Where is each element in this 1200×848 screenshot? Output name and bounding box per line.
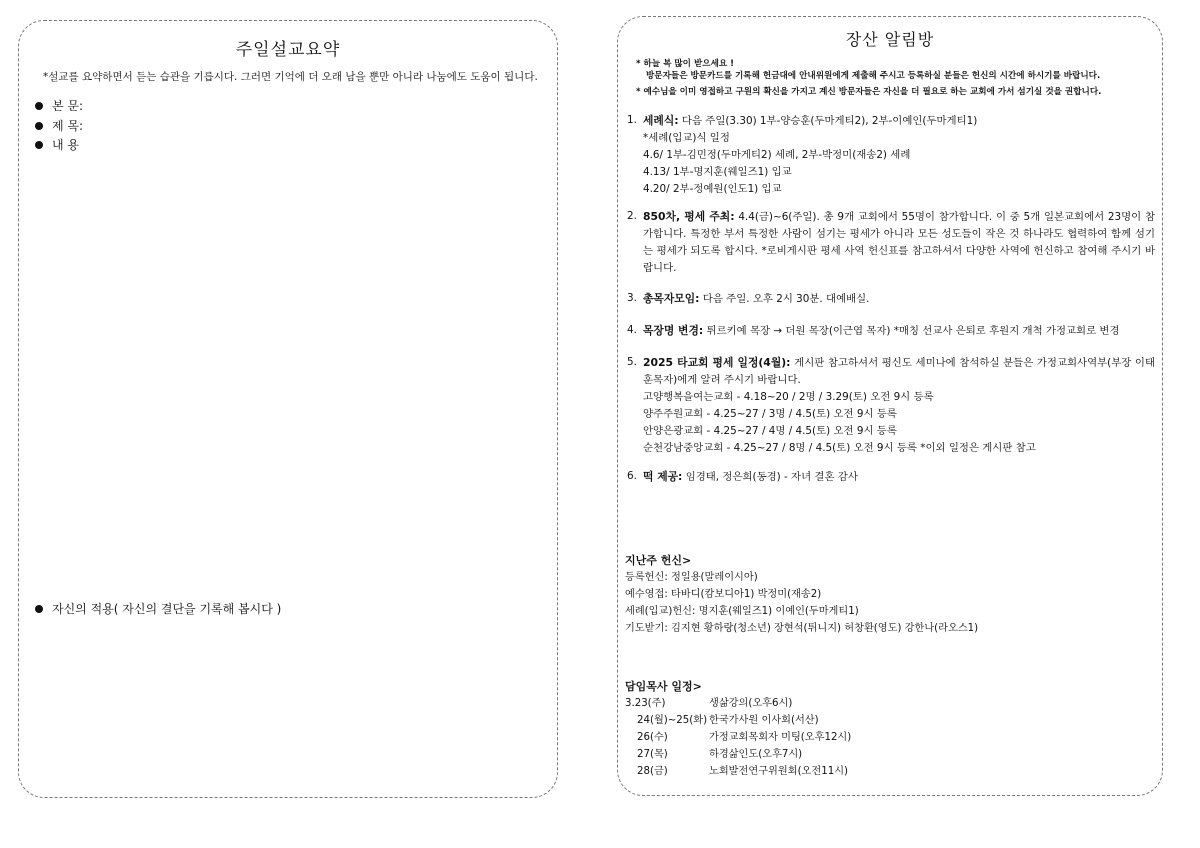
- visitor-notice: * 예수님을 이미 영접하고 구원의 확신을 가지고 계신 방문자들은 자신을 더 필요로 하는 교회에 가서 섬기실 것을 권합니다.: [636, 87, 1102, 97]
- field-scripture: [35, 97, 83, 114]
- schedule-event: 한국가사원 이사회(서산): [709, 715, 819, 726]
- item-text: 게시판 참고하셔서 평신도 세미나에 참석하실 분들은 가정교회사역부(부장 이태훈목자)에게 알려 주시기 바랍니다.: [643, 357, 1156, 386]
- schedule-event: 노회발전연구위원회(오전11시): [709, 766, 849, 777]
- last-week-line: 세례(입교)헌신: 명지훈(웨일즈1) 이예인(두마게티1): [625, 606, 859, 617]
- bullet-icon: [35, 122, 43, 130]
- sermon-summary-title: 주일설교요약: [235, 40, 341, 60]
- item-number: 4.: [627, 324, 637, 336]
- field-title: [35, 117, 83, 134]
- item-text: 임경태, 정은희(동경) - 자녀 결혼 감사: [685, 471, 858, 483]
- item-number: 5.: [627, 356, 637, 368]
- item-label: 세례식:: [643, 114, 679, 127]
- item-number: 2.: [627, 210, 637, 222]
- announcement-item: [627, 468, 1155, 486]
- schedule-row: [625, 729, 851, 746]
- item-text: 튀르키예 목장 → 더원 목장(이근엽 목자) *매칭 선교사 은퇴로 후원지 개척 가정교회로 변경: [706, 325, 1120, 337]
- schedule-date: 27(목): [637, 749, 668, 760]
- bullet-icon: [35, 141, 43, 149]
- item-sub-line: 4.20/ 2부-정예원(인도1) 입교: [643, 183, 782, 195]
- greeting-line: * 하늘 복 많이 받으세요 !: [636, 59, 735, 69]
- item-sub-line: 순천강남중앙교회 - 4.25~27 / 8명 / 4.5(토) 오전 9시 등록 *이외 일정은 게시판 참고: [643, 442, 1036, 454]
- bullet-icon: [35, 102, 43, 110]
- item-number: 3.: [627, 292, 637, 304]
- announcements-panel: [617, 16, 1163, 796]
- schedule-date: 26(수): [637, 732, 668, 743]
- announcement-item: [627, 290, 1155, 308]
- schedule-event: 생삶강의(오후6시): [709, 698, 793, 709]
- item-label: 떡 제공:: [643, 470, 683, 483]
- field-label: 내 용: [52, 138, 79, 152]
- last-week-line: 등록헌신: 정일용(말레이시아): [625, 572, 758, 583]
- item-text: 다음 주일. 오후 2시 30분. 대예배실.: [702, 293, 870, 305]
- last-week-line: 예수영접: 타바디(캄보디아1) 박정미(재송2): [625, 589, 822, 600]
- item-number: 6.: [627, 470, 637, 482]
- field-content: [35, 136, 79, 153]
- item-label: 850차, 평세 주최:: [643, 210, 735, 223]
- last-week-heading: 지난주 헌신>: [625, 554, 692, 567]
- schedule-date: 24(월)~25(화): [637, 715, 708, 726]
- sermon-summary-panel: [18, 20, 558, 798]
- pastor-schedule-heading: 담임목사 일정>: [625, 680, 702, 693]
- item-label: 2025 타교회 평세 일정(4월):: [643, 356, 791, 369]
- schedule-event: 가정교회목회자 미팅(오후12시): [709, 732, 852, 743]
- announcements-title: 장산 알림방: [845, 30, 935, 49]
- schedule-event: 하경삶인도(오후7시): [709, 749, 803, 760]
- announcement-item: [627, 208, 1155, 277]
- field-label: 본 문:: [52, 99, 84, 113]
- schedule-date: 3.23(주): [625, 698, 666, 709]
- schedule-date: 28(금): [637, 766, 668, 777]
- announcement-item: [627, 112, 1155, 198]
- field-application: [35, 600, 281, 617]
- item-text: 4.4(금)~6(주일). 총 9개 교회에서 55명이 참가합니다. 이 중 5개 일본교회에서 23명이 참가합니다. 특정한 부서 특정한 사람이 섬기는 평세가 아니라 모든 성도들이 작은 것 하나라도 협력하여 함께 섬기는 평세가 되도록 합시다. *로비게시판 평세 사역 헌신표를 참고하셔서 다양한 사역에 헌신하고 참여해 주시기 바랍니다.: [643, 211, 1156, 274]
- item-sub-line: 고양행복을여는교회 - 4.18~20 / 2명 / 3.29(토) 오전 9시 등록: [643, 391, 934, 403]
- sermon-summary-note: *설교를 요약하면서 듣는 습관을 기릅시다. 그러면 기억에 더 오래 남을 뿐만 아니라 나눔에도 도움이 됩니다.: [43, 71, 538, 83]
- last-week-section: [625, 552, 978, 637]
- announcement-item: [627, 354, 1155, 457]
- announcement-item: [627, 322, 1155, 340]
- item-sub-line: 안양은광교회 - 4.25~27 / 4명 / 4.5(토) 오전 9시 등록: [643, 425, 897, 437]
- item-sub-line: *세례(입교)식 일정: [643, 132, 730, 144]
- field-label: 제 목:: [52, 119, 84, 133]
- item-label: 총목자모임:: [643, 292, 700, 305]
- item-label: 목장명 변경:: [643, 324, 704, 337]
- item-sub-line: 4.13/ 1부-명지훈(웨일즈1) 입교: [643, 166, 792, 178]
- schedule-row: [625, 712, 851, 729]
- greeting-detail: 방문자들은 방문카드를 기록해 헌금대에 안내위원에게 제출해 주시고 등록하실 분들은 헌신의 시간에 하시기를 바랍니다.: [646, 71, 1101, 81]
- item-sub-line: 4.6/ 1부-김민정(두마게티2) 세례, 2부-박정미(재송2) 세례: [643, 149, 911, 161]
- field-label: 자신의 적용( 자신의 결단을 기록해 봅시다 ): [52, 602, 282, 616]
- item-text: 다음 주일(3.30) 1부-양승훈(두마게티2), 2부-이예인(두마게티1): [681, 115, 978, 127]
- pastor-schedule-section: [625, 678, 851, 780]
- item-sub-line: 양주주원교회 - 4.25~27 / 3명 / 4.5(토) 오전 9시 등록: [643, 408, 897, 420]
- schedule-row: [625, 763, 851, 780]
- schedule-row: [625, 746, 851, 763]
- item-number: 1.: [627, 114, 637, 126]
- bullet-icon: [35, 605, 43, 613]
- last-week-line: 기도받기: 김지현 황하랑(청소년) 장현석(튀니지) 허창환(영도) 강한나(라오스1): [625, 623, 979, 634]
- schedule-row: [625, 695, 851, 712]
